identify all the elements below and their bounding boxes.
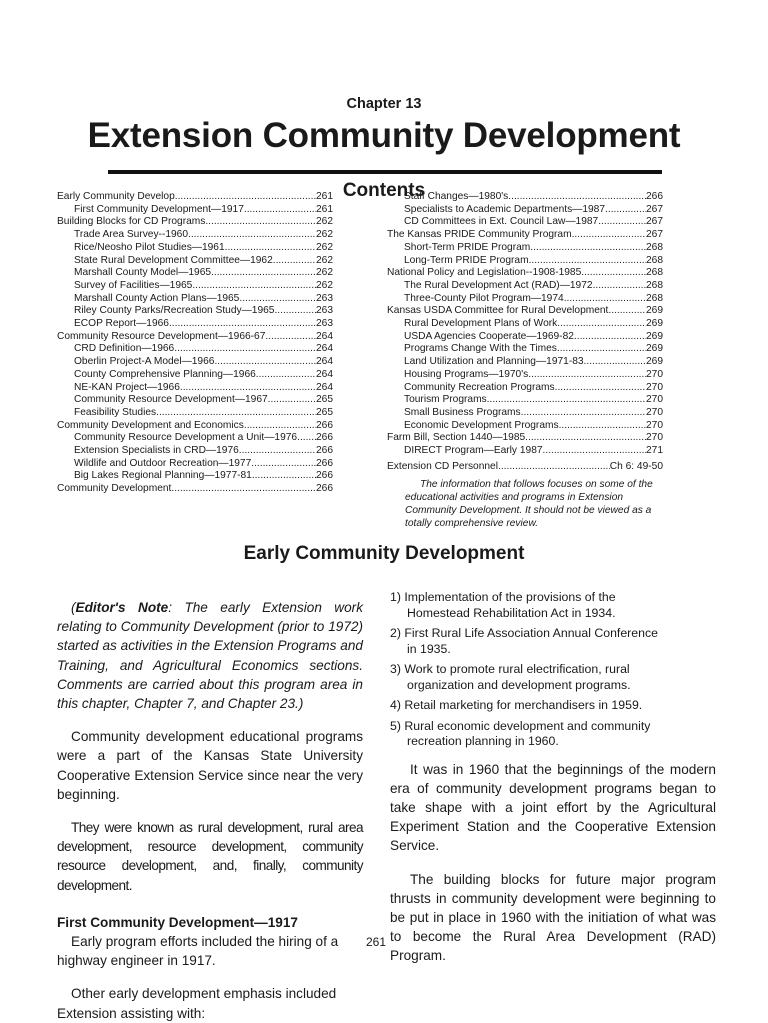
toc-leader-dots (593, 280, 646, 293)
toc-leader-dots (559, 420, 646, 433)
toc-page-number: 266 (316, 470, 333, 482)
toc-entry (57, 458, 333, 471)
toc-page-number: 269 (646, 343, 663, 355)
toc-leader-dots (180, 382, 316, 395)
toc-page-number: 264 (316, 330, 333, 342)
toc-entry (387, 229, 663, 242)
toc-entry-label: Marshall County Model—1965 (74, 267, 212, 279)
toc-leader-dots (205, 216, 316, 229)
toc-leader-dots (251, 458, 316, 471)
toc-entry (57, 432, 333, 445)
toc-leader-dots (521, 407, 646, 420)
toc-page-number: 266 (316, 432, 333, 444)
toc-entry (387, 331, 663, 344)
toc-page-number: 262 (316, 254, 333, 266)
toc-entry-label: Trade Area Survey--1960 (74, 229, 189, 241)
paragraph: Other early development emphasis included Extension assisting with: (57, 986, 337, 1021)
toc-leader-dots (297, 432, 316, 445)
toc-entry (387, 394, 663, 407)
toc-page-number: 267 (646, 229, 663, 241)
toc-leader-dots (528, 369, 646, 382)
toc-leader-dots (274, 305, 316, 318)
toc-leader-dots (525, 432, 646, 445)
toc-entry-label: Feasibility Studies (74, 406, 157, 418)
toc-entry-label: Economic Development Programs (404, 419, 559, 431)
toc-page-number: 270 (646, 406, 663, 418)
editors-note-label: Editor's Note (75, 600, 169, 615)
toc-entry (387, 305, 663, 318)
toc-page-number: 269 (646, 305, 663, 317)
toc-entry-label: USDA Agencies Cooperate—1969-82 (404, 330, 574, 342)
title-rule (108, 170, 662, 174)
toc-entry (387, 356, 663, 369)
toc-entry (57, 280, 333, 293)
toc-entry (57, 255, 333, 268)
subheading: First Community Development—1917 (57, 914, 298, 930)
toc-leader-dots (252, 470, 316, 483)
toc-entry (57, 216, 333, 229)
toc-entry (387, 191, 663, 204)
toc-entry (57, 204, 333, 217)
toc-leader-dots (508, 191, 646, 204)
toc-leader-dots (256, 369, 316, 382)
toc-entry-label: DIRECT Program—Early 1987 (404, 445, 543, 457)
toc-entry-label: Community Recreation Programs (404, 381, 555, 393)
toc-entry-label: Kansas USDA Committee for Rural Development (387, 305, 609, 317)
toc-entry-label: CRD Definition—1966 (74, 343, 175, 355)
toc-leader-dots (211, 267, 316, 280)
toc-page-number: 265 (316, 394, 333, 406)
toc-page-number: 268 (646, 254, 663, 266)
toc-page-number: 263 (316, 305, 333, 317)
toc-page-number: 267 (646, 203, 663, 215)
toc-page-number: 268 (646, 292, 663, 304)
toc-entry (387, 432, 663, 445)
toc-page-number: 263 (316, 292, 333, 304)
toc-page-number: 264 (316, 368, 333, 380)
toc-entry (57, 483, 333, 496)
toc-entry (57, 343, 333, 356)
list-item: 2) First Rural Life Association Annual Conference in 1935. (390, 626, 658, 656)
toc-right-area (387, 191, 663, 530)
toc-entry-label: Programs Change With the Times (404, 343, 557, 355)
toc-entry (387, 382, 663, 395)
toc-leader-dots (273, 255, 316, 268)
toc-left-column (57, 191, 333, 496)
toc-leader-dots (268, 394, 316, 407)
toc-entry-label: Three-County Pilot Program—1974 (404, 292, 564, 304)
toc-entry-label: First Community Development—1917 (74, 203, 244, 215)
toc-leader-dots (529, 255, 646, 268)
toc-leader-dots (175, 191, 316, 204)
toc-page-number: 261 (316, 203, 333, 215)
toc-entry-label: Community Development (57, 483, 172, 495)
paragraph: They were known as rural development, rural area development, resource development, community resource development, and, finally, community development. (57, 820, 363, 893)
chapter-title: Extension Community Development (87, 116, 681, 155)
editors-note (57, 598, 363, 713)
toc-entry-label: Building Blocks for CD Programs (57, 216, 206, 228)
toc-page-number: 268 (646, 241, 663, 253)
toc-entry-label: Staff Changes—1980's (404, 191, 509, 202)
toc-page-number: 264 (316, 381, 333, 393)
toc-leader-dots (239, 293, 316, 306)
toc-leader-dots (572, 229, 646, 242)
left-text-column (57, 598, 363, 1023)
toc-page-number: 262 (316, 216, 333, 228)
toc-entry-label: Big Lakes Regional Planning—1977-81 (74, 470, 252, 482)
chapter-label: Chapter 13 (346, 96, 422, 112)
toc-page-number: 270 (646, 432, 663, 444)
paragraph: Early program efforts included the hiring of a highway engineer in 1917. (57, 934, 339, 969)
toc-entry-label: Extension Specialists in CRD—1976 (74, 445, 239, 457)
toc-leader-dots (188, 229, 316, 242)
toc-page-number: 270 (646, 394, 663, 406)
toc-page-number: 266 (316, 419, 333, 431)
toc-entry (57, 293, 333, 306)
toc-entry (387, 293, 663, 306)
toc-entry-label: Survey of Facilities—1965 (74, 279, 193, 291)
toc-leader-dots (225, 242, 316, 255)
toc-entry (57, 242, 333, 255)
list-item: 5) Rural economic development and community recreation planning in 1960. (390, 718, 651, 748)
toc-entry-label: Community Resource Development—1966-67 (57, 330, 266, 342)
toc-page-number: 266 (316, 483, 333, 495)
toc-entry-label: The Rural Development Act (RAD)—1972 (404, 279, 593, 291)
right-text-column (390, 590, 716, 966)
toc-entry-label: Rice/Neosho Pilot Studies—1961 (74, 241, 225, 253)
toc-entry (57, 394, 333, 407)
toc-entry-label: Land Utilization and Planning—1971-83 (404, 356, 584, 368)
toc-entry (57, 445, 333, 458)
toc-entry-label: Community Development and Economics (57, 419, 244, 431)
toc-leader-dots (244, 420, 316, 433)
toc-leader-dots (171, 483, 316, 496)
editors-note-text: : The early Extension work relating to Community Development (prior to 1972) started as activities in the Extension Programs and Training, and Agricultural Economics sections. Comments are carried about this program area in this chapter, Chapter 7, and Chapter 23.) (57, 600, 364, 712)
toc-note: The information that follows focuses on some of the educational activities and programs in Extension Community Development. It should not be viewed as a totally comprehensive review. (405, 479, 653, 529)
toc-right-column (387, 191, 663, 473)
toc-entry-label: County Comprehensive Planning—1966 (74, 368, 256, 380)
list-item: 4) Retail marketing for merchandisers in 1959. (390, 698, 643, 712)
toc-entry (57, 470, 333, 483)
toc-page-number: 270 (646, 419, 663, 431)
toc-leader-dots (574, 331, 646, 344)
toc-page-number: 262 (316, 279, 333, 291)
toc-entry (387, 318, 663, 331)
toc-page-number: 269 (646, 330, 663, 342)
paragraph: Community development educational programs were a part of the Kansas State University Cooperative Extension Service since near the very beginning. (57, 729, 363, 802)
toc-page-number: 269 (646, 356, 663, 368)
toc-entry-label: Small Business Programs (404, 406, 521, 418)
toc-leader-dots (598, 216, 646, 229)
toc-leader-dots (192, 280, 316, 293)
toc-leader-dots (584, 356, 646, 369)
toc-leader-dots (156, 407, 316, 420)
toc-entry (387, 280, 663, 293)
toc-entry-label: Extension CD Personnel (387, 460, 498, 472)
toc-entry-label: Housing Programs—1970's (404, 368, 529, 380)
toc-page-number: 271 (646, 445, 663, 457)
toc-entry (57, 356, 333, 369)
toc-entry (57, 305, 333, 318)
paragraph: It was in 1960 that the beginnings of the modern era of community development programs began to take shape with a joint effort by the Agricultural Experiment Station and the Cooperative Extension Service. (390, 761, 716, 854)
toc-entry-label: NE-KAN Project—1966 (74, 381, 180, 393)
toc-page-number: 264 (316, 356, 333, 368)
toc-entry-label: ECOP Report—1966 (74, 318, 169, 330)
toc-entry (387, 420, 663, 433)
toc-page-number: 262 (316, 241, 333, 253)
toc-entry-label: Wildlife and Outdoor Recreation—1977 (74, 457, 252, 469)
toc-entry (57, 331, 333, 344)
toc-entry-label: Rural Development Plans of Work (404, 318, 558, 330)
toc-leader-dots (239, 445, 316, 458)
toc-page-number: Ch 6: 49-50 (609, 460, 663, 472)
toc-entry (57, 267, 333, 280)
toc-leader-dots (174, 343, 316, 356)
toc-leader-dots (543, 445, 646, 458)
toc-leader-dots (487, 394, 646, 407)
paren: ( (71, 600, 76, 615)
toc-entry-label: National Policy and Legislation--1908-1985 (387, 267, 582, 279)
toc-page-number: 262 (316, 267, 333, 279)
toc-page-number: 262 (316, 229, 333, 241)
toc-page-number: 261 (316, 191, 333, 202)
toc-entry-label: Marshall County Action Plans—1965 (74, 292, 240, 304)
toc-page-number: 268 (646, 267, 663, 279)
toc-page-number: 263 (316, 318, 333, 330)
toc-entry (387, 216, 663, 229)
toc-entry (387, 343, 663, 356)
toc-entry (387, 461, 663, 474)
toc-page-number: 264 (316, 343, 333, 355)
toc-page-number: 266 (316, 457, 333, 469)
paragraph: The building blocks for future major program thrusts in community development were beginning to be put in place in 1960 with the initiation of what was to become the Rural Area Development (RAD) Program. (390, 871, 716, 964)
toc-leader-dots (555, 382, 646, 395)
toc-leader-dots (557, 343, 646, 356)
toc-leader-dots (214, 356, 316, 369)
toc-entry-label: Long-Term PRIDE Program (404, 254, 529, 266)
toc-entry (387, 267, 663, 280)
toc-entry-label: Farm Bill, Section 1440—1985 (387, 432, 526, 444)
toc-entry-label: Short-Term PRIDE Program (404, 241, 531, 253)
toc-page-number: 270 (646, 368, 663, 380)
toc-entry (57, 369, 333, 382)
toc-leader-dots (530, 242, 646, 255)
toc-page-number: 267 (646, 216, 663, 228)
toc-page-number: 266 (316, 445, 333, 457)
toc-entry (57, 229, 333, 242)
toc-entry (387, 204, 663, 217)
contents-heading: Contents (342, 180, 426, 201)
toc-entry (57, 191, 333, 204)
toc-entry (387, 255, 663, 268)
toc-entry-label: Early Community Develop (57, 191, 175, 202)
toc-entry-label: The Kansas PRIDE Community Program (387, 229, 572, 241)
toc-entry (387, 242, 663, 255)
toc-entry-label: CD Committees in Ext. Council Law—1987 (404, 216, 599, 228)
toc-entry-label: Riley County Parks/Recreation Study—1965 (74, 305, 275, 317)
numbered-list (390, 590, 660, 750)
toc-entry-label: Community Resource Development a Unit—1976 (74, 432, 298, 444)
toc-page-number: 266 (646, 191, 663, 202)
toc-entry (57, 420, 333, 433)
toc-entry (387, 407, 663, 420)
toc-entry-label: Community Resource Development—1967 (74, 394, 268, 406)
toc-leader-dots (557, 318, 646, 331)
toc-entry (57, 382, 333, 395)
page-number: 261 (365, 935, 387, 949)
toc-page-number: 268 (646, 279, 663, 291)
toc-page-number: 265 (316, 406, 333, 418)
toc-entry (57, 318, 333, 331)
list-item: 3) Work to promote rural electrification, rural organization and development programs. (390, 662, 631, 692)
toc-entry (57, 407, 333, 420)
toc-entry-label: Specialists to Academic Departments—1987 (404, 203, 606, 215)
toc-page-number: 270 (646, 381, 663, 393)
toc-entry (387, 445, 663, 458)
toc-entry (387, 369, 663, 382)
section-heading: Early Community Development (243, 543, 525, 564)
toc-leader-dots (605, 204, 646, 217)
toc-entry-label: Oberlin Project-A Model—1966 (74, 356, 215, 368)
toc-leader-dots (169, 318, 316, 331)
toc-page-number: 269 (646, 318, 663, 330)
toc-leader-dots (608, 305, 646, 318)
toc-leader-dots (244, 204, 316, 217)
toc-leader-dots (581, 267, 646, 280)
toc-leader-dots (564, 293, 646, 306)
toc-leader-dots (498, 461, 610, 474)
toc-leader-dots (265, 331, 316, 344)
list-item: 1) Implementation of the provisions of the Homestead Rehabilitation Act in 1934. (390, 590, 616, 620)
toc-entry-label: Tourism Programs (404, 394, 487, 406)
toc-entry-label: State Rural Development Committee—1962 (74, 254, 273, 266)
